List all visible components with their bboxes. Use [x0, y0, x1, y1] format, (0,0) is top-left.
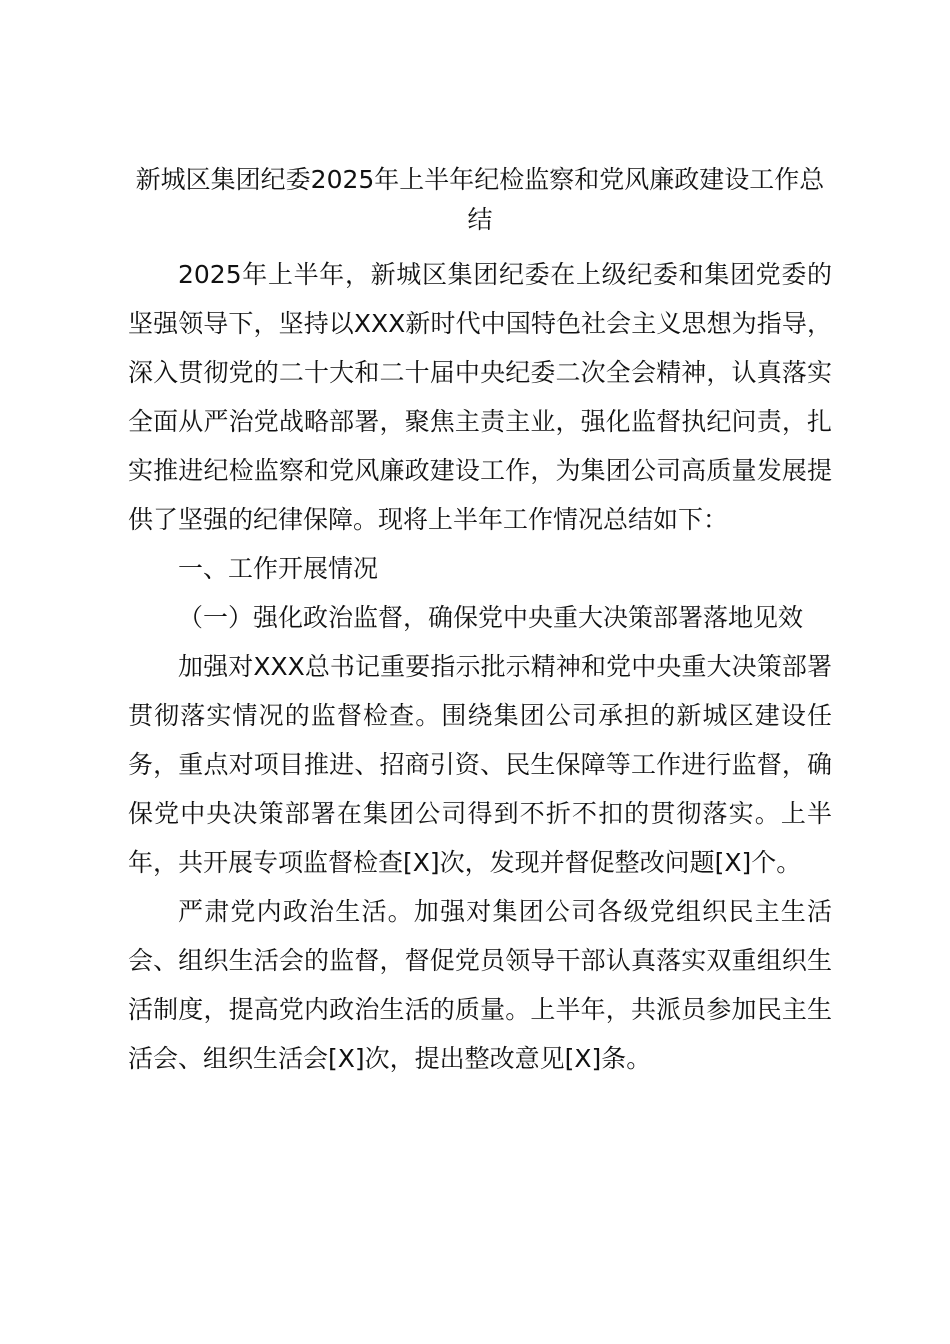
- intro-paragraph: 2025年上半年，新城区集团纪委在上级纪委和集团党委的坚强领导下，坚持以XXX新时代中国特色社会主义思想为指导，深入贯彻党的二十大和二十届中央纪委二次全会精神，认真落实全面从严治党战略部署，聚焦主责主业，强化监督执纪问责，扎实推进纪检监察和党风廉政建设工作，为集团公司高质量发展提供了坚强的纪律保障。现将上半年工作情况总结如下：: [128, 260, 832, 534]
- section-heading-1: 一、工作开展情况: [178, 554, 379, 583]
- body-paragraph-1: 加强对XXX总书记重要指示批示精神和党中央重大决策部署贯彻落实情况的监督检查。围绕集团公司承担的新城区建设任务，重点对项目推进、招商引资、民生保障等工作进行监督，确保党中央决策部署在集团公司得到不折不扣的贯彻落实。上半年，共开展专项监督检查[X]次，发现并督促整改问题[X]个。: [128, 652, 832, 877]
- document-title: 新城区集团纪委2025年上半年纪检监察和党风廉政建设工作总结: [135, 165, 825, 234]
- body-paragraph-2: 严肃党内政治生活。加强对集团公司各级党组织民主生活会、组织生活会的监督，督促党员领导干部认真落实双重组织生活制度，提高党内政治生活的质量。上半年，共派员参加民主生活会、组织生活会[X]次，提出整改意见[X]条。: [128, 897, 832, 1073]
- document-body: [128, 160, 832, 1083]
- subsection-heading-1: （一）强化政治监督，确保党中央重大决策部署落地见效: [178, 603, 804, 632]
